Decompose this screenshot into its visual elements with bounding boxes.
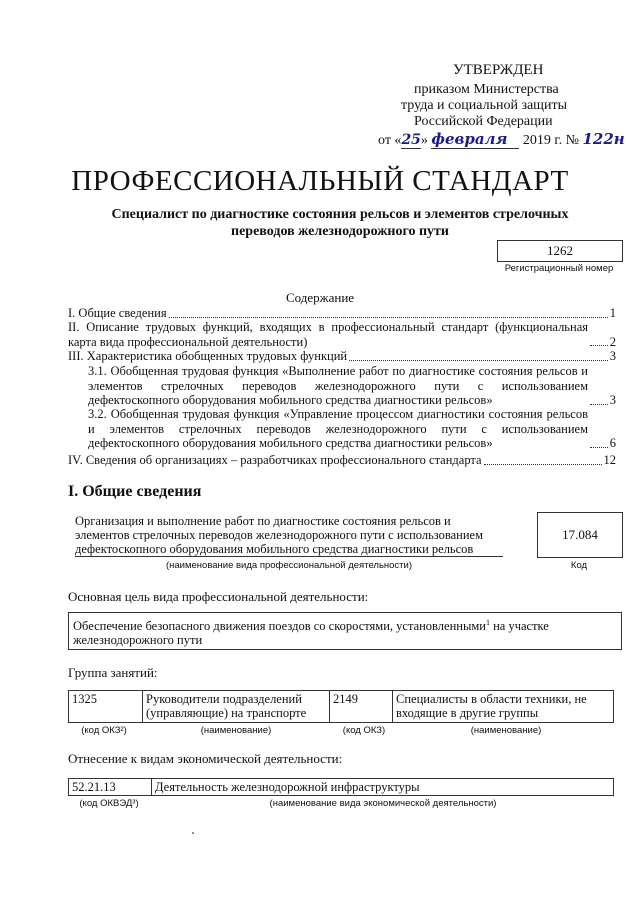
econ-label: Отнесение к видам экономической деятельности: [68,751,343,766]
okz-code-cell: 2149 [330,691,393,723]
toc-item-page: 1 [609,306,616,320]
activity-name-field: Организация и выполнение работ по диагностике состояния рельсов и элементов стрелочных переводов железнодорожного пути с использованием дефектоскопного оборудования мобильного средства диагностики рельсов [75,514,503,557]
document-subtitle: Специалист по диагностике состояния рельсов и элементов стрелочных переводов железнодорожного пути [111,207,569,239]
approval-title: УТВЕРЖДЕН [453,62,544,78]
okz-name-cell: Специалисты в области техники, не входящие в другие группы [393,691,614,723]
registration-number-label: Регистрационный номер [504,263,614,274]
date-prefix: от « [378,133,402,148]
toc-leader [169,317,608,318]
date-month-handwritten: февраля [431,130,519,149]
approval-country: Российской Федерации [414,114,553,129]
okved-name-cell: Деятельность железнодорожной инфраструктуры [152,779,614,796]
toc-item[interactable] [68,306,616,321]
toc-leader [349,360,608,361]
toc-item[interactable] [68,453,616,468]
economic-activity-table [68,778,614,796]
okved-code-cell: 52.21.13 [69,779,152,796]
group-caption: (наименование) [200,725,272,736]
approval-date-line [378,130,625,149]
goal-text-continued: на участке железнодорожного пути [73,619,549,648]
toc-item[interactable] [68,349,616,364]
registration-number-box: 1262 [497,240,623,262]
group-label: Группа занятий: [68,665,158,680]
activity-name-caption: (наименование вида профессиональной деятельности) [165,560,413,571]
okz-code-cell: 1325 [69,691,143,723]
toc-heading: Содержание [285,290,355,305]
toc-item-text: I. Общие сведения [68,306,167,320]
toc-leader [590,447,608,448]
toc-item-page: 12 [603,453,616,467]
toc-leader [484,464,602,465]
toc-item[interactable] [88,364,616,408]
econ-caption: (код ОКВЭД³) [79,798,139,809]
date-day-handwritten: 25 [401,132,421,148]
occupation-groups-table [68,690,614,723]
toc-item[interactable] [88,407,616,451]
date-year: 2019 г. № [522,133,579,148]
toc-leader [590,345,608,346]
group-caption: (наименование) [470,725,542,736]
toc-item-page: 3 [609,393,616,407]
activity-code-box: 17.084 [537,512,623,558]
toc-item-text: III. Характеристика обобщенных трудовых функций [68,349,348,363]
activity-code-caption: Код [570,560,588,571]
goal-text: Обеспечение безопасного движения поездов со скоростями, установленными [73,619,486,634]
toc-item-page: 2 [609,334,616,349]
date-sep: » [420,133,428,148]
toc-leader [590,404,608,405]
toc-item[interactable] [68,320,616,349]
scan-speck [192,832,194,834]
approval-order: приказом Министерства [414,82,559,97]
approval-ministry: труда и социальной защиты [401,98,567,113]
goal-box [68,612,622,650]
econ-caption: (наименование вида экономической деятельности) [269,798,497,809]
goal-label: Основная цель вида профессиональной деятельности: [68,589,369,604]
toc-item-text: 3.2. Обобщенная трудовая функция «Управление процессом диагностики состояния рельсов и элементов стрелочных переводов железнодорожного пути с использованием дефектоскопного оборудования мобильного средства диагностики рельсов» [88,407,588,450]
group-caption: (код ОКЗ²) [81,725,127,736]
document-title: ПРОФЕССИОНАЛЬНЫЙ СТАНДАРТ [71,165,569,197]
footnote-1: 1 [485,618,490,627]
toc-item-text: 3.1. Обобщенная трудовая функция «Выполнение работ по диагностике состояния рельсов и элементов стрелочных переводов железнодорожного пути с использованием дефектоскопного оборудования мобильного средства диагностики рельсов» [88,364,588,407]
section-heading: I. Общие сведения [68,483,202,500]
okz-name-cell: Руководители подразделений (управляющие) на транспорте [143,691,330,723]
toc-item-page: 6 [609,436,616,450]
toc-item-text: IV. Сведения об организациях – разработчиках профессионального стандарта [68,453,482,467]
group-caption: (код ОКЗ) [342,725,386,736]
toc-item-page: 3 [609,349,616,363]
toc-item-text: II. Описание трудовых функций, входящих в профессиональный стандарт (функциональная карта вида профессиональной деятельности) [68,320,588,349]
order-number-handwritten: 122н [582,130,625,148]
